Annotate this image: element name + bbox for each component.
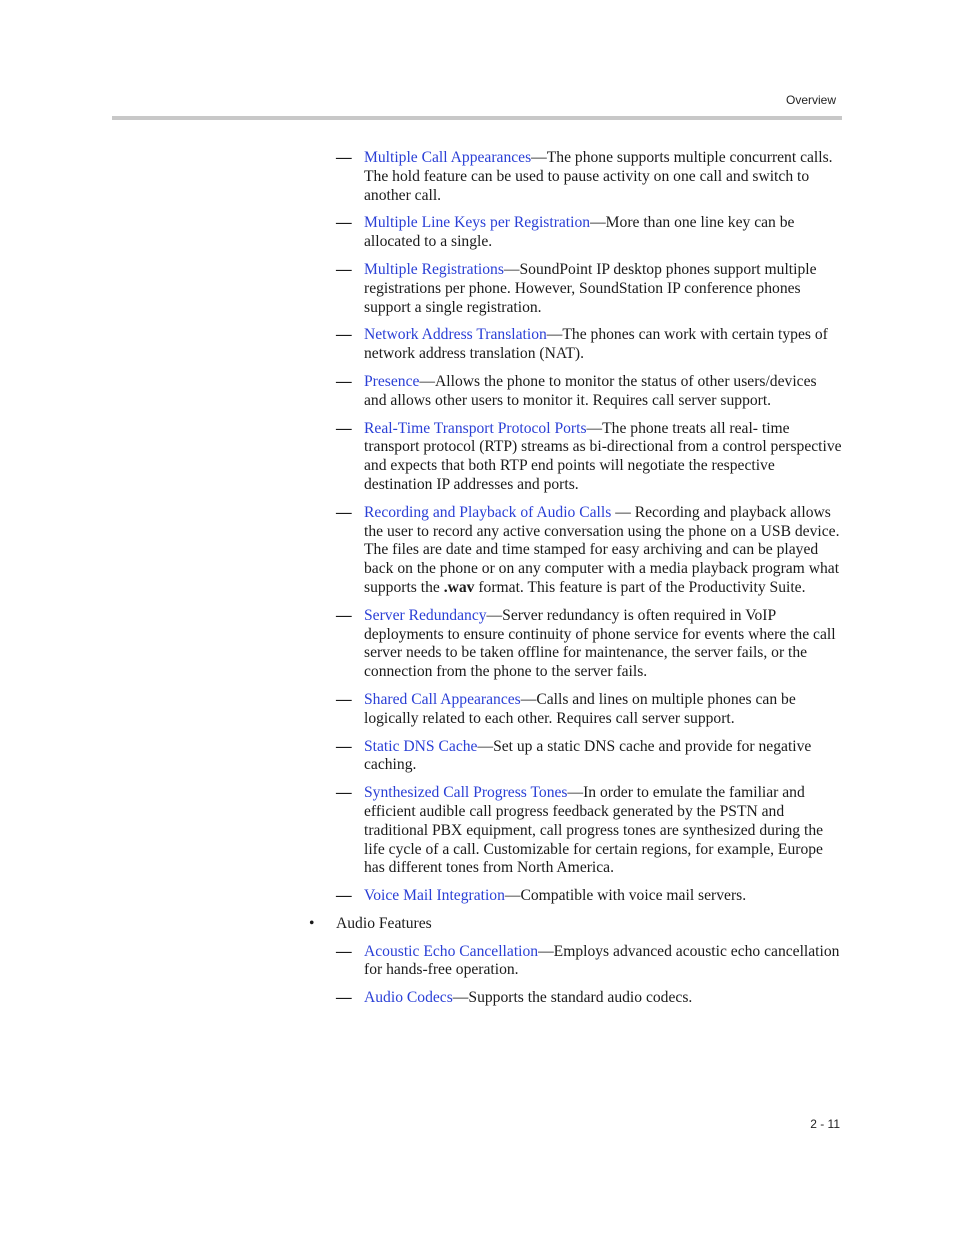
header-divider (112, 116, 842, 120)
list-item (336, 214, 842, 252)
dash-marker: — (336, 690, 352, 708)
item-description-continued: format. This feature is part of the Productivity Suite. (474, 578, 806, 596)
item-description: —In order to emulate the familiar and efficient audible call progress feedback generated by the PSTN and traditional PBX equipment, call progress tones are synthesized during the life cycle of a call. Customizable for certain regions, for example, Europe has different tones from North America. (364, 784, 824, 877)
link-audio-codecs[interactable]: Audio Codecs (364, 989, 453, 1007)
dash-marker: — (336, 326, 352, 344)
list-item (336, 943, 842, 981)
link-multiple-call-appearances[interactable]: Multiple Call Appearances (364, 149, 532, 166)
link-multiple-line-keys[interactable]: Multiple Line Keys per Registration (364, 214, 591, 232)
list-item (336, 887, 842, 906)
list-item (336, 691, 842, 729)
link-static-dns-cache[interactable]: Static DNS Cache (364, 737, 478, 755)
dash-marker: — (336, 260, 352, 278)
dash-marker: — (336, 149, 352, 166)
link-voice-mail-integration[interactable]: Voice Mail Integration (364, 887, 505, 905)
link-recording-playback[interactable]: Recording and Playback of Audio Calls (364, 503, 612, 521)
list-item (336, 149, 842, 205)
dash-marker: — (336, 372, 352, 390)
link-shared-call-appearances[interactable]: Shared Call Appearances (364, 690, 521, 708)
dash-marker: — (336, 887, 352, 905)
list-item (336, 504, 842, 598)
dash-marker: — (336, 784, 352, 802)
dash-marker: — (336, 503, 352, 521)
item-description: —Employs advanced acoustic echo cancellation for hands-free operation. (364, 942, 840, 979)
main-content (309, 149, 842, 1017)
bullet-marker: • (309, 914, 315, 932)
dash-marker: — (336, 942, 352, 960)
page-number: 2 - 11 (810, 1117, 840, 1131)
item-description: — Recording and playback allows the user to record any active conversation using the phone on a USB device. The files are date and time stamped for easy archiving and can be played back on the phone or on any computer with a media playback program what supports the (364, 503, 840, 596)
dash-marker: — (336, 737, 352, 755)
link-rtp-ports[interactable]: Real-Time Transport Protocol Ports (364, 419, 587, 437)
link-server-redundancy[interactable]: Server Redundancy (364, 606, 487, 624)
dash-marker: — (336, 214, 352, 232)
bullet-label: Audio Features (336, 914, 432, 932)
list-item (336, 261, 842, 317)
list-item (336, 784, 842, 878)
link-network-address-translation[interactable]: Network Address Translation (364, 326, 547, 344)
item-description: —More than one line key can be allocated to a single. (364, 214, 795, 251)
link-presence[interactable]: Presence (364, 372, 420, 390)
dash-marker: — (336, 606, 352, 624)
item-description: —The phone treats all real- time transport protocol (RTP) streams as bi-directional from a control perspective and expects that both RTP end points will negotiate the respective destination IP addresses and ports. (364, 419, 842, 493)
list-item (336, 607, 842, 682)
dash-marker: — (336, 419, 352, 437)
running-header: Overview (785, 93, 836, 107)
item-description: —Compatible with voice mail servers. (504, 887, 747, 905)
list-item (336, 420, 842, 495)
item-description: —Set up a static DNS cache and provide for negative caching. (364, 737, 812, 774)
item-description: —The phone supports multiple concurrent calls. The hold feature can be used to pause activity on one call and switch to another call. (364, 149, 833, 204)
item-description: —The phones can work with certain types of network address translation (NAT). (364, 326, 828, 363)
link-synthesized-call-progress-tones[interactable]: Synthesized Call Progress Tones (364, 784, 568, 802)
link-acoustic-echo-cancellation[interactable]: Acoustic Echo Cancellation (364, 942, 539, 960)
list-item (336, 989, 842, 1008)
link-multiple-registrations[interactable]: Multiple Registrations (364, 260, 504, 278)
item-description: —Calls and lines on multiple phones can be logically related to each other. Requires call server support. (364, 690, 796, 727)
dash-marker: — (336, 989, 352, 1007)
list-item (336, 738, 842, 776)
item-description: —SoundPoint IP desktop phones support multiple registrations per phone. However, SoundStation IP conference phones support a single registration. (364, 260, 817, 316)
item-description: —Allows the phone to monitor the status of other users/devices and allows other users to monitor it. Requires call server support. (364, 372, 817, 409)
bullet-item-audio-features (309, 914, 842, 934)
list-item (336, 326, 842, 364)
item-description: —Supports the standard audio codecs. (452, 989, 693, 1007)
list-item (336, 373, 842, 411)
item-description: —Server redundancy is often required in VoIP deployments to ensure continuity of phone service for events where the call server needs to be taken offline for maintenance, the server fails, or the connection from the phone to the server fails. (364, 606, 836, 681)
wav-format-text: .wav (443, 578, 475, 596)
